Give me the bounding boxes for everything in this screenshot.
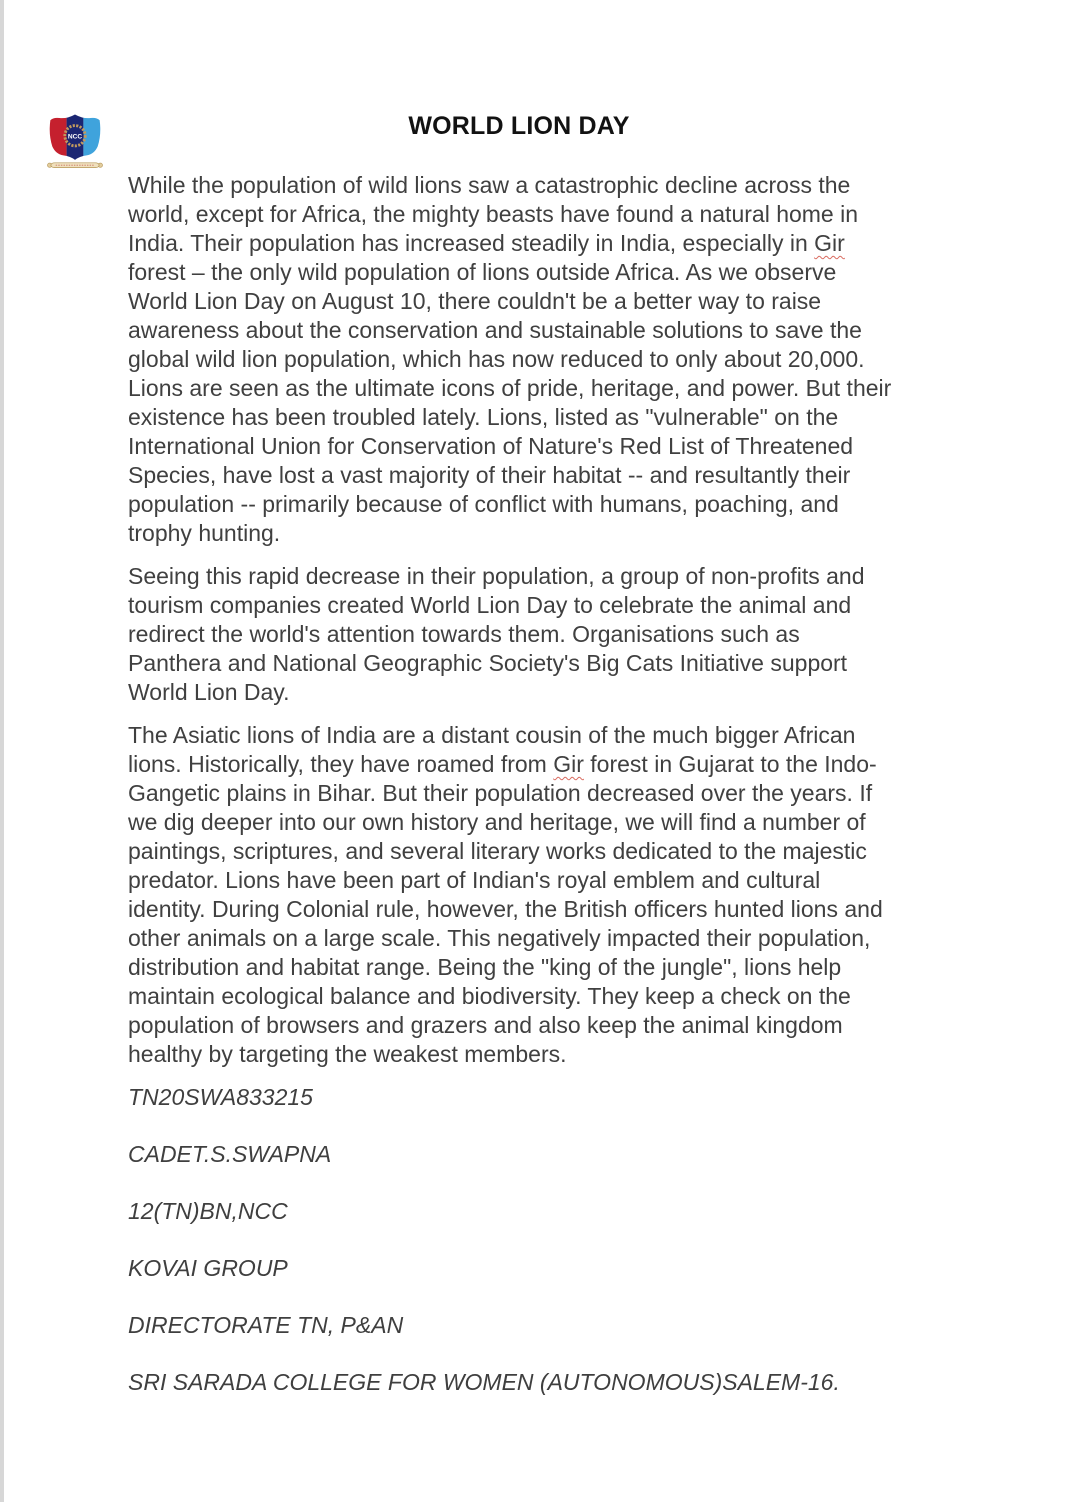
document-title: WORLD LION DAY <box>408 112 630 140</box>
text-line: predator. Lions have been part of Indian's royal emblem and cultural <box>128 867 821 893</box>
document-body <box>128 171 968 1425</box>
text-line: population of browsers and grazers and also keep the animal kingdom <box>128 1012 843 1038</box>
text-line: Panthera and National Geographic Society's Big Cats Initiative support <box>128 650 848 676</box>
text-line: World Lion Day. <box>128 679 290 705</box>
text-line: India. Their population has increased steadily in India, especially in Gir <box>128 230 845 256</box>
paragraph <box>128 721 968 1069</box>
text-line: identity. During Colonial rule, however, the British officers hunted lions and <box>128 896 883 922</box>
text-line: The Asiatic lions of India are a distant cousin of the much bigger African <box>128 722 856 748</box>
signature-line: DIRECTORATE TN, P&AN <box>128 1312 404 1338</box>
misspelled-word: Gir <box>814 230 845 256</box>
signature-line: CADET.S.SWAPNA <box>128 1141 332 1167</box>
signature-block <box>128 1083 968 1397</box>
text-line: forest – the only wild population of lions outside Africa. As we observe <box>128 259 837 285</box>
text-line: existence has been troubled lately. Lions, listed as "vulnerable" on the <box>128 404 839 430</box>
text-line: lions. Historically, they have roamed from Gir forest in Gujarat to the Indo- <box>128 751 877 777</box>
text-line: Seeing this rapid decrease in their population, a group of non-profits and <box>128 563 865 589</box>
text-line: maintain ecological balance and biodiversity. They keep a check on the <box>128 983 851 1009</box>
signature-line: KOVAI GROUP <box>128 1255 288 1281</box>
text-line: distribution and habitat range. Being the "king of the jungle", lions help <box>128 954 842 980</box>
text-line: redirect the world's attention towards them. Organisations such as <box>128 621 800 647</box>
text-line: World Lion Day on August 10, there couldn't be a better way to raise <box>128 288 822 314</box>
signature-line: SRI SARADA COLLEGE FOR WOMEN (AUTONOMOUS)SALEM-16. <box>128 1369 840 1395</box>
signature-line: 12(TN)BN,NCC <box>128 1198 288 1224</box>
text-line: paintings, scriptures, and several literary works dedicated to the majestic <box>128 838 867 864</box>
text-line: While the population of wild lions saw a catastrophic decline across the <box>128 172 851 198</box>
signature-line: TN20SWA833215 <box>128 1084 313 1110</box>
ncc-monogram: NCC <box>67 133 83 141</box>
page-edge-divider <box>0 0 4 1502</box>
text-line: Species, have lost a vast majority of their habitat -- and resultantly their <box>128 462 851 488</box>
text-line: Gangetic plains in Bihar. But their population decreased over the years. If <box>128 780 873 806</box>
text-line: International Union for Conservation of Nature's Red List of Threatened <box>128 433 854 459</box>
text-line: tourism companies created World Lion Day to celebrate the animal and <box>128 592 852 618</box>
paragraph <box>128 562 968 707</box>
scroll-banner <box>48 163 103 168</box>
text-line: trophy hunting. <box>128 520 281 546</box>
ncc-emblem-icon <box>46 112 104 172</box>
text-line: Lions are seen as the ultimate icons of pride, heritage, and power. But their <box>128 375 892 401</box>
paragraphs <box>128 171 968 1069</box>
text-line: population -- primarily because of conflict with humans, poaching, and <box>128 491 839 517</box>
text-line: global wild lion population, which has now reduced to only about 20,000. <box>128 346 865 372</box>
text-line: world, except for Africa, the mighty beasts have found a natural home in <box>128 201 859 227</box>
paragraph <box>128 171 968 548</box>
text-line: awareness about the conservation and sustainable solutions to save the <box>128 317 862 343</box>
shield-red-stripe <box>49 113 67 161</box>
text-line: other animals on a large scale. This negatively impacted their population, <box>128 925 871 951</box>
misspelled-word: Gir <box>553 751 584 777</box>
text-line: healthy by targeting the weakest members. <box>128 1041 567 1067</box>
text-line: we dig deeper into our own history and heritage, we will find a number of <box>128 809 866 835</box>
